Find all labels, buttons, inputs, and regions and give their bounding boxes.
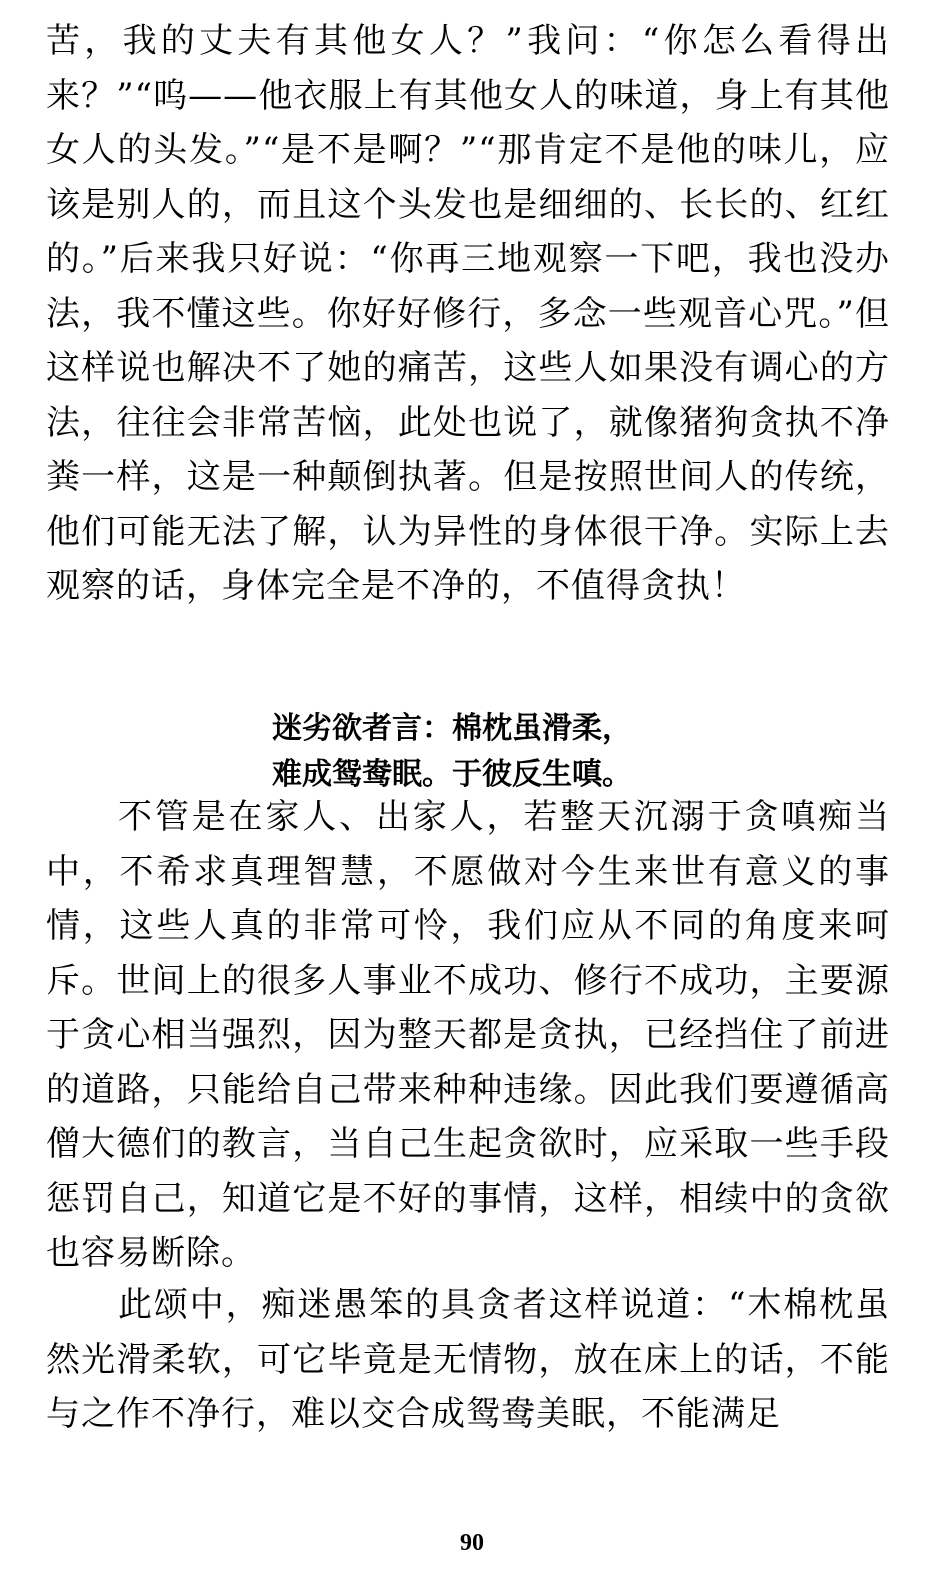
verse-line-1: 迷劣欲者言：棉枕虽滑柔，	[272, 711, 632, 746]
paragraph-3: 此颂中，痴迷愚笨的具贪者这样说道：“木棉枕虽然光滑柔软，可它毕竟是无情物，放在床上的话，不能与之作不净行，难以交合成鸳鸯美眠，不能满足	[46, 1285, 890, 1434]
verse-line-2: 难成鸳鸯眠。于彼反生嗔。	[272, 757, 632, 792]
verse-block	[272, 706, 872, 798]
page-number: 90	[460, 1530, 484, 1556]
paragraph-1: 苦，我的丈夫有其他女人？”我问：“你怎么看得出来？”“呜——他衣服上有其他女人的味道，身上有其他女人的头发。”“是不是啊？”“那肯定不是他的味儿，应该是别人的，而且这个头发也是细细的、长长的、红红的。”后来我只好说：“你再三地观察一下吧，我也没办法，我不懂这些。你好好修行，多念一些观音心咒。”但这样说也解决不了她的痛苦，这些人如果没有调心的方法，往往会非常苦恼，此处也说了，就像猪狗贪执不净粪一样，这是一种颠倒执著。但是按照世间人的传统，他们可能无法了解，认为异性的身体很干净。实际上去观察的话，身体完全是不净的，不值得贪执！	[46, 21, 890, 606]
paragraph-2: 不管是在家人、出家人，若整天沉溺于贪嗔痴当中，不希求真理智慧，不愿做对今生来世有意义的事情，这些人真的非常可怜，我们应从不同的角度来呵斥。世间上的很多人事业不成功、修行不成功，主要源于贪心相当强烈，因为整天都是贪执，已经挡住了前进的道路，只能给自己带来种种违缘。因此我们要遵循高僧大德们的教言，当自己生起贪欲时，应采取一些手段惩罚自己，知道它是不好的事情，这样，相续中的贪欲也容易断除。	[46, 797, 890, 1273]
